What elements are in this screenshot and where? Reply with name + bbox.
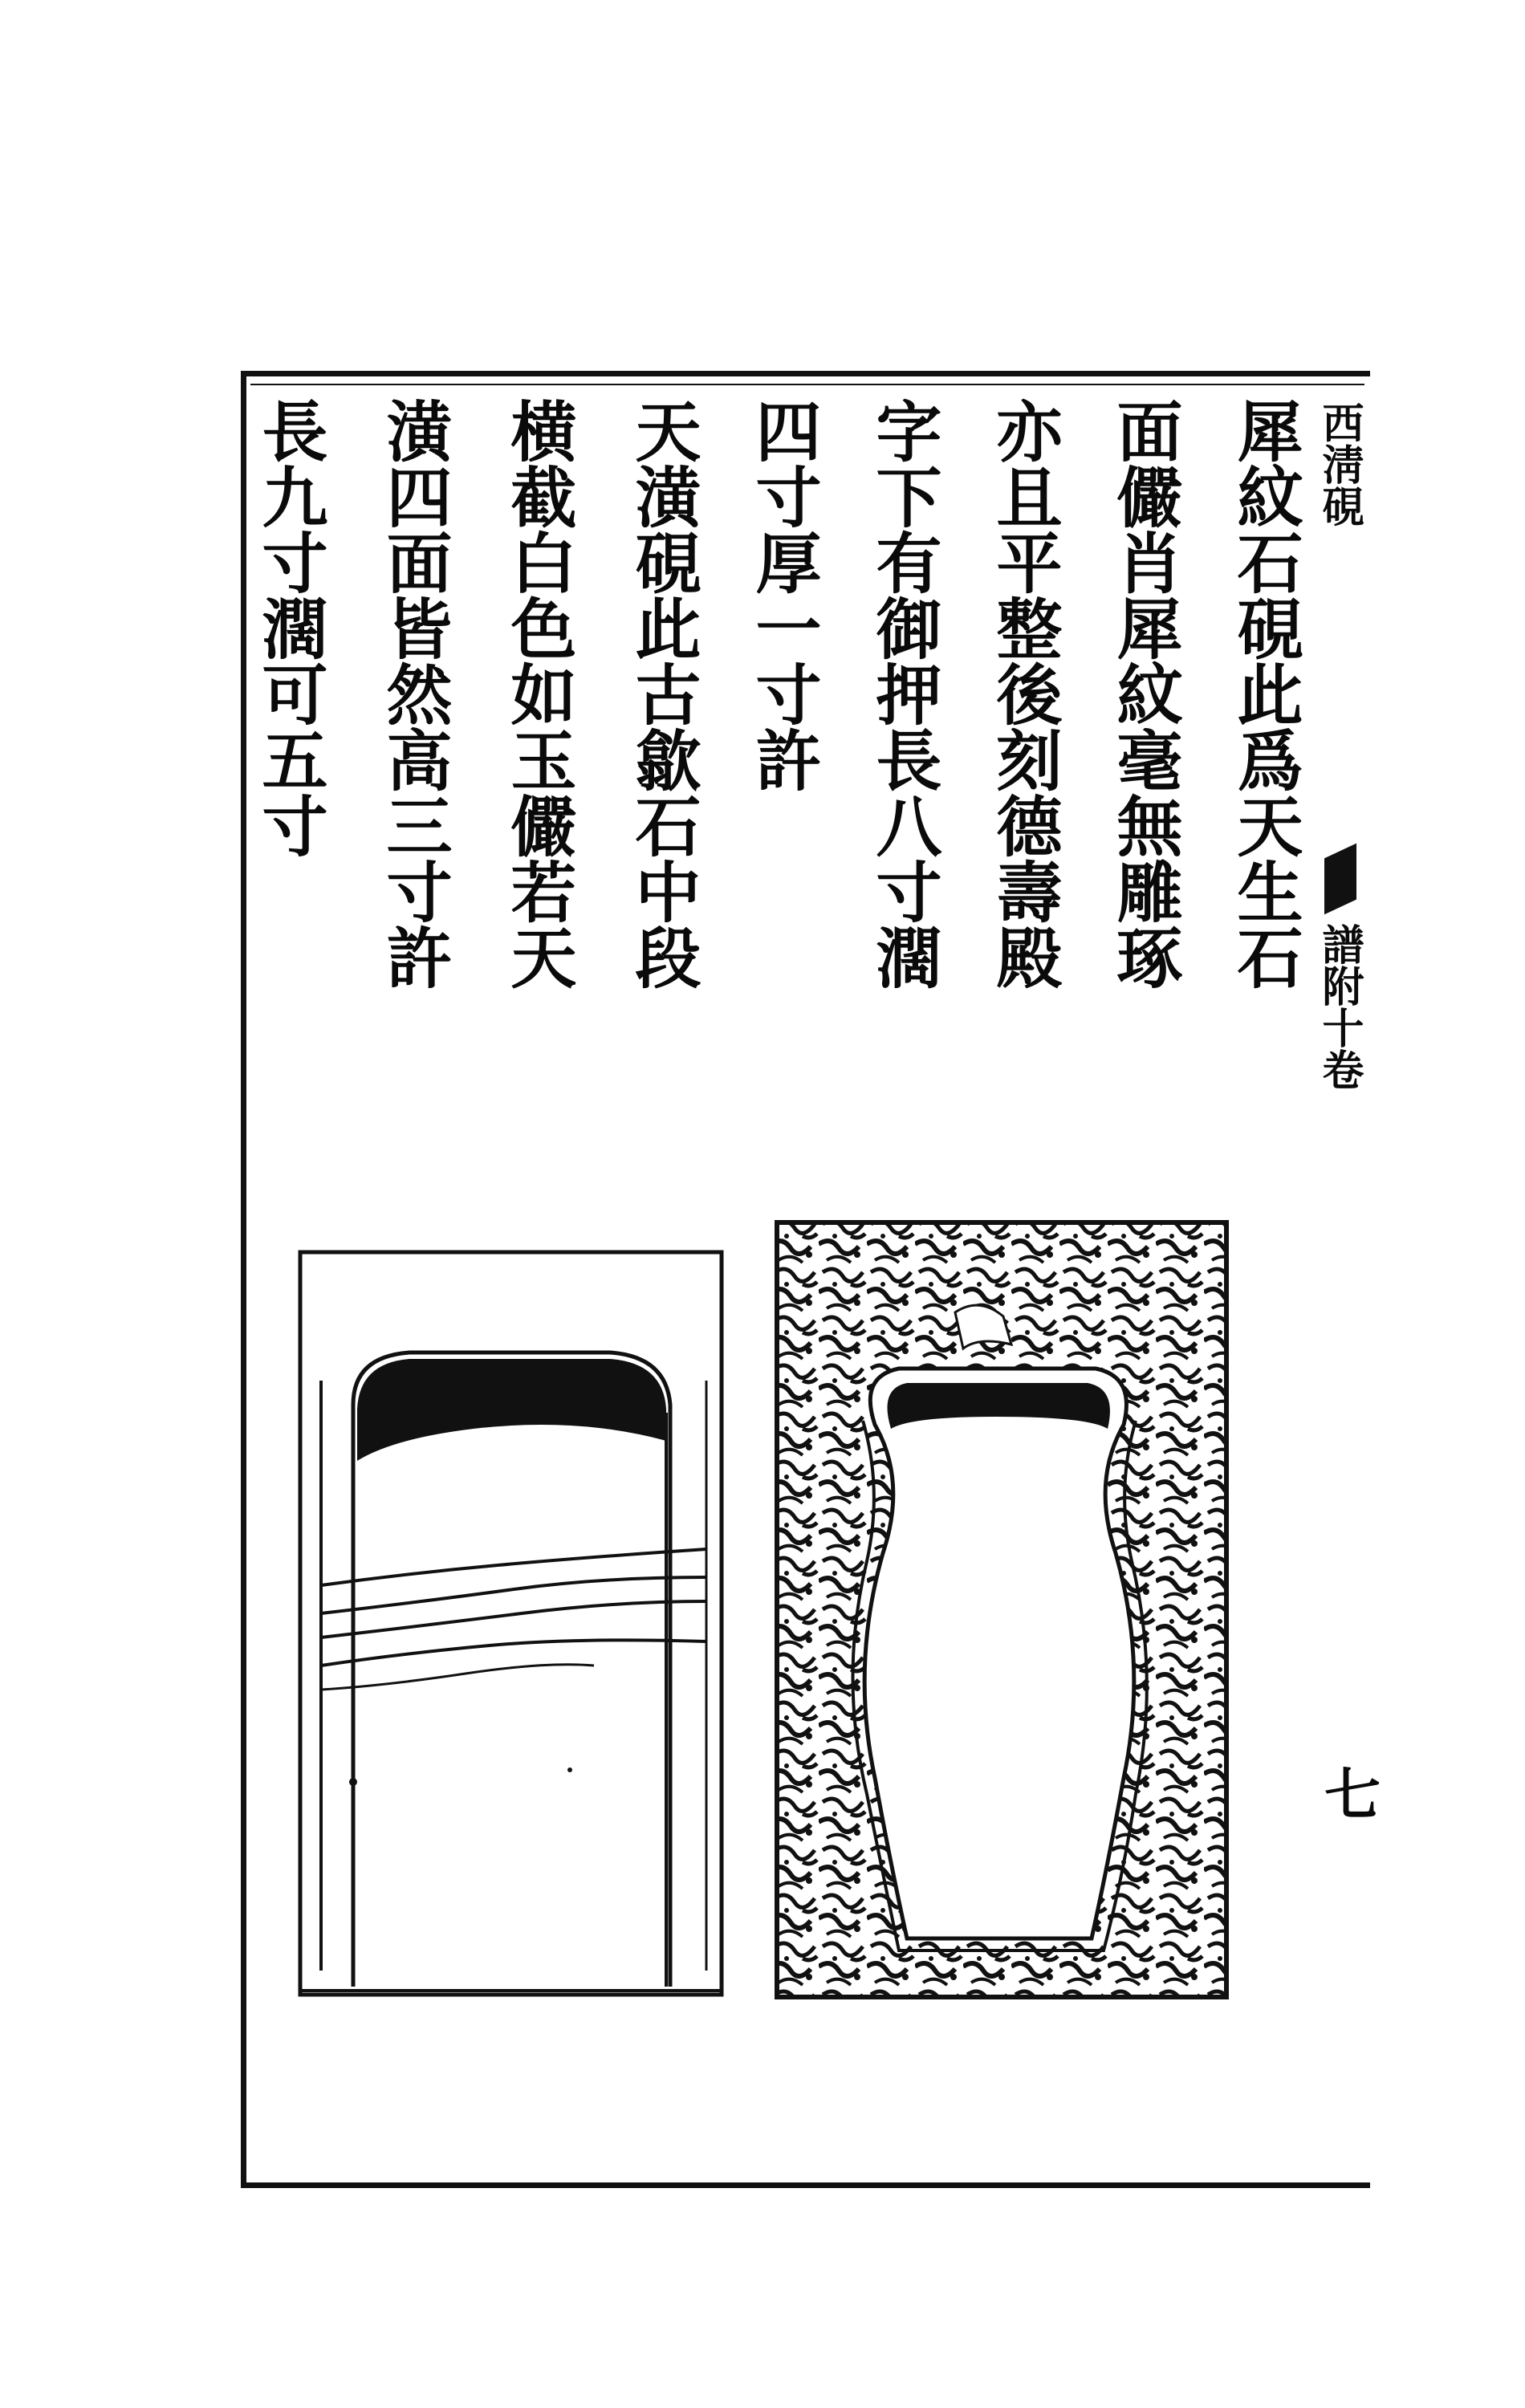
text-column-8: 潢四面皆然高三寸許: [376, 397, 453, 990]
inkstone-figure-xiwen: [771, 1216, 1236, 2007]
text-column-9: 長九寸濶可五寸: [251, 397, 328, 858]
text-column-6: 天潢硯此古歙石中段: [624, 397, 702, 990]
margin-volume: 譜附十卷: [1315, 923, 1364, 1090]
text-column-7: 横截白色如玉儼若天: [500, 397, 577, 990]
text-column-2: 面儼肖犀紋毫無雕琢: [1106, 397, 1183, 990]
text-column-5: 四寸厚一寸許: [745, 397, 822, 792]
frame-rule: [250, 384, 1364, 385]
inkstone-figure-tianhuang: [289, 1236, 738, 2007]
margin-title: 西淸硯: [1315, 401, 1364, 527]
text-column-3: 亦且平整後刻德壽殿: [986, 397, 1063, 990]
text-column-1: 犀紋石硯此爲天生石: [1226, 397, 1303, 990]
folio-number: 七: [1324, 1761, 1381, 1828]
text-column-4: 字下有御押長八寸濶: [865, 397, 942, 990]
